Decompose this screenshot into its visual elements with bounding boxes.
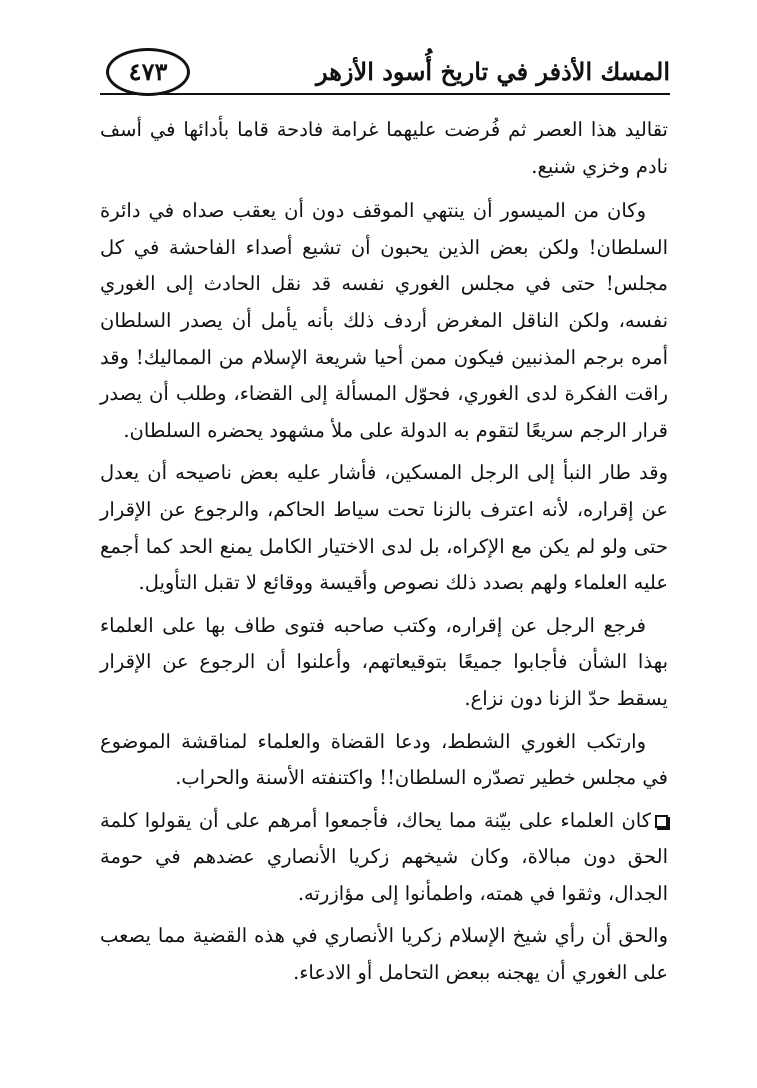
body-text bbox=[100, 112, 668, 998]
paragraph: فرجع الرجل عن إقراره، وكتب صاحبه فتوى طاف بها على العلماء بهذا الشأن فأجابوا جميعًا بتوقيعاتهم، وأعلنوا أن الرجوع عن الإقرار يسقط حدّ الزنا دون نزاع. bbox=[100, 613, 668, 710]
header-divider bbox=[100, 93, 670, 95]
page-header bbox=[100, 46, 670, 96]
paragraph-continuation: تقاليد هذا العصر ثم فُرضت عليهما غرامة فادحة قاما بأدائها في أسف نادم وخزي شنيع. bbox=[100, 118, 668, 178]
running-title: المسك الأذفر في تاريخ أُسود الأزهر bbox=[316, 57, 670, 86]
paragraph: وكان من الميسور أن ينتهي الموقف دون أن يعقب صداه في دائرة السلطان! ولكن بعض الذين يحبون أن تشيع أصداء الفاحشة في كل مجلس! حتى في مجلس الغوري نفسه قد نقل الحادث إلى الغوري نفسه، ولكن الناقل المغرض أردف ذلك بأنه يأمل أن يصدر السلطان أمره برجم المذنبين فيكون ممن أحيا شريعة الإسلام من المماليك! وقد راقت الفكرة لدى الغوري، فحوّل المسألة إلى القضاء، وطلب أن يصدر قرار الرجم سريعًا لتقوم به الدولة على ملأ مشهود يحضره السلطان. bbox=[100, 199, 668, 442]
page-number: ٤٧٣ bbox=[128, 57, 168, 86]
paragraph-with-marker bbox=[100, 803, 668, 913]
paragraph-text: كان العلماء على بيّنة مما يحاك، فأجمعوا أمرهم على أن يقولوا كلمة الحق دون مبالاة، وكان شيخهم زكريا الأنصاري عضدهم في حومة الجدال، وثقوا في همته، واطمأنوا إلى مؤازرته. bbox=[100, 808, 668, 905]
paragraph: وارتكب الغوري الشطط، ودعا القضاة والعلماء لمناقشة الموضوع في مجلس خطير تصدّره السلطان!! واكتنفته الأسنة والحراب. bbox=[100, 729, 668, 790]
section-marker-icon bbox=[655, 815, 668, 828]
paragraph: وقد طار النبأ إلى الرجل المسكين، فأشار عليه بعض ناصيحه أن يعدل عن إقراره، لأنه اعترف بالزنا تحت سياط الحاكم، والرجوع عن الإقرار حتى ولو لم يكن مع الإكراه، بل لدى الاختيار الكامل يمنع الحد كما أجمع عليه العلماء ولهم بصدد ذلك نصوص وأقيسة ووقائع لا تقبل التأويل. bbox=[100, 461, 668, 595]
paragraph: والحق أن رأي شيخ الإسلام زكريا الأنصاري في هذه القضية مما يصعب على الغوري أن يهجنه ببعض التحامل أو الادعاء. bbox=[100, 924, 668, 985]
page-number-frame bbox=[106, 48, 190, 96]
